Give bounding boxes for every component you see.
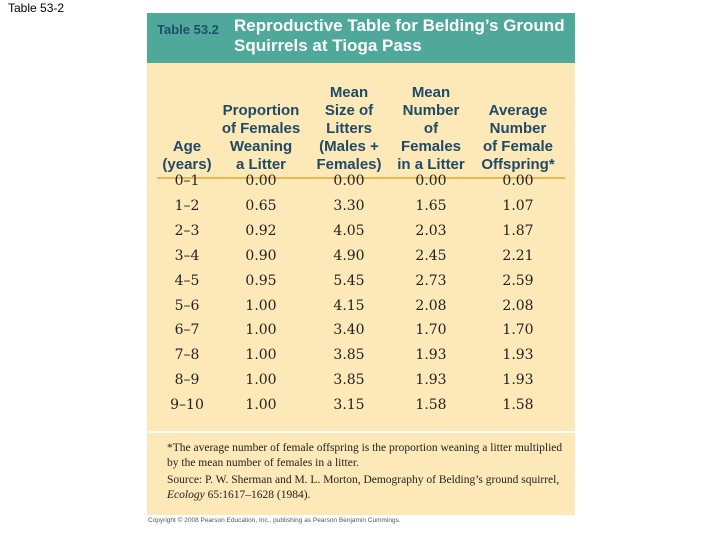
table-cell: 0.00 [502, 173, 534, 189]
table-cell: 1.93 [415, 372, 447, 389]
table-cell: 1.93 [502, 372, 534, 389]
table-cell: 7–8 [174, 347, 200, 364]
reproductive-table [147, 13, 575, 515]
table-cell: 1.87 [502, 222, 534, 239]
table-cell: 0.00 [245, 173, 277, 189]
table-cell: 1.07 [502, 197, 534, 214]
table-cell: 1.58 [415, 397, 447, 414]
table-cell: 1.58 [502, 397, 534, 414]
table-cell: 1.70 [502, 322, 534, 339]
table-cell: 1.00 [245, 297, 277, 314]
table-cell: 5.45 [333, 272, 365, 289]
column-header-2: Proportion of Females Weaning a Litter [221, 102, 301, 173]
table-cell: 1.93 [415, 347, 447, 364]
table-cell: 3.15 [333, 397, 365, 414]
table-cell: 2.21 [502, 247, 534, 264]
table-cell: 2.73 [415, 272, 447, 289]
slide-title: Table 53-2 [8, 1, 65, 15]
table-row [147, 294, 575, 318]
table-cell: 1–2 [174, 197, 200, 214]
table-cell: 0.00 [333, 173, 365, 189]
table-row [147, 194, 575, 218]
table-cell: 1.00 [245, 372, 277, 389]
table-cell: 1.00 [245, 322, 277, 339]
table-cell: 2.08 [415, 297, 447, 314]
table-cell: 0.92 [245, 222, 277, 239]
table-cell: 9–10 [170, 397, 204, 414]
table-cell: 1.93 [502, 347, 534, 364]
table-row [147, 244, 575, 268]
table-cell: 4–5 [174, 272, 200, 289]
table-row [147, 343, 575, 367]
table-cell: 0–1 [174, 173, 200, 189]
column-header-3: Mean Size of Litters (Males + Females) [316, 84, 382, 173]
column-header-4: Mean Number of Females in a Litter [397, 84, 465, 173]
table-cell: 5–6 [174, 297, 200, 314]
table-cell: 8–9 [174, 372, 200, 389]
footnote: *The average number of female offspring is the proportion weaning a litter multiplied by the mean number of females in a litter. [167, 442, 563, 469]
table-cell: 4.90 [333, 247, 365, 264]
footer-divider [147, 431, 575, 433]
table-cell: 1.00 [245, 347, 277, 364]
table-number: Table 53.2 [157, 22, 219, 37]
table-cell: 4.05 [333, 222, 365, 239]
table-row [147, 219, 575, 243]
table-cell: 2.03 [415, 222, 447, 239]
table-title-bar [147, 13, 575, 63]
copyright-notice: Copyright © 2008 Pearson Education, Inc., publishing as Pearson Benjamin Cummings. [148, 517, 401, 524]
table-cell: 3.85 [333, 372, 365, 389]
table-row [147, 169, 575, 193]
table-cell: 3–4 [174, 247, 200, 264]
table-row [147, 393, 575, 417]
column-header-1: Age (years) [162, 138, 212, 173]
table-cell: 2.45 [415, 247, 447, 264]
source-prefix: Source: P. W. Sherman and M. L. Morton, Demography of Belding’s ground squirrel, [167, 474, 560, 486]
source-note [167, 473, 567, 503]
table-cell: 6–7 [174, 322, 200, 339]
table-cell: 3.40 [333, 322, 365, 339]
table-cell: 1.65 [415, 197, 447, 214]
table-cell: 0.00 [415, 173, 447, 189]
table-cell: 3.30 [333, 197, 365, 214]
table-title: Reproductive Table for Belding’s Ground Squirrels at Tioga Pass [234, 16, 565, 55]
table-cell: 3.85 [333, 347, 365, 364]
table-cell: 0.90 [245, 247, 277, 264]
table-cell: 4.15 [333, 297, 365, 314]
column-header-5: Average Number of Female Offspring* [481, 102, 555, 173]
source-suffix: 65:1617–1628 (1984). [207, 489, 311, 501]
table-row [147, 318, 575, 342]
table-row [147, 368, 575, 392]
table-cell: 2.08 [502, 297, 534, 314]
source-journal: Ecology [167, 489, 205, 501]
table-cell: 0.95 [245, 272, 277, 289]
table-cell: 1.00 [245, 397, 277, 414]
table-cell: 2.59 [502, 272, 534, 289]
table-cell: 2–3 [174, 222, 200, 239]
table-row [147, 269, 575, 293]
table-cell: 0.65 [245, 197, 277, 214]
table-cell: 1.70 [415, 322, 447, 339]
